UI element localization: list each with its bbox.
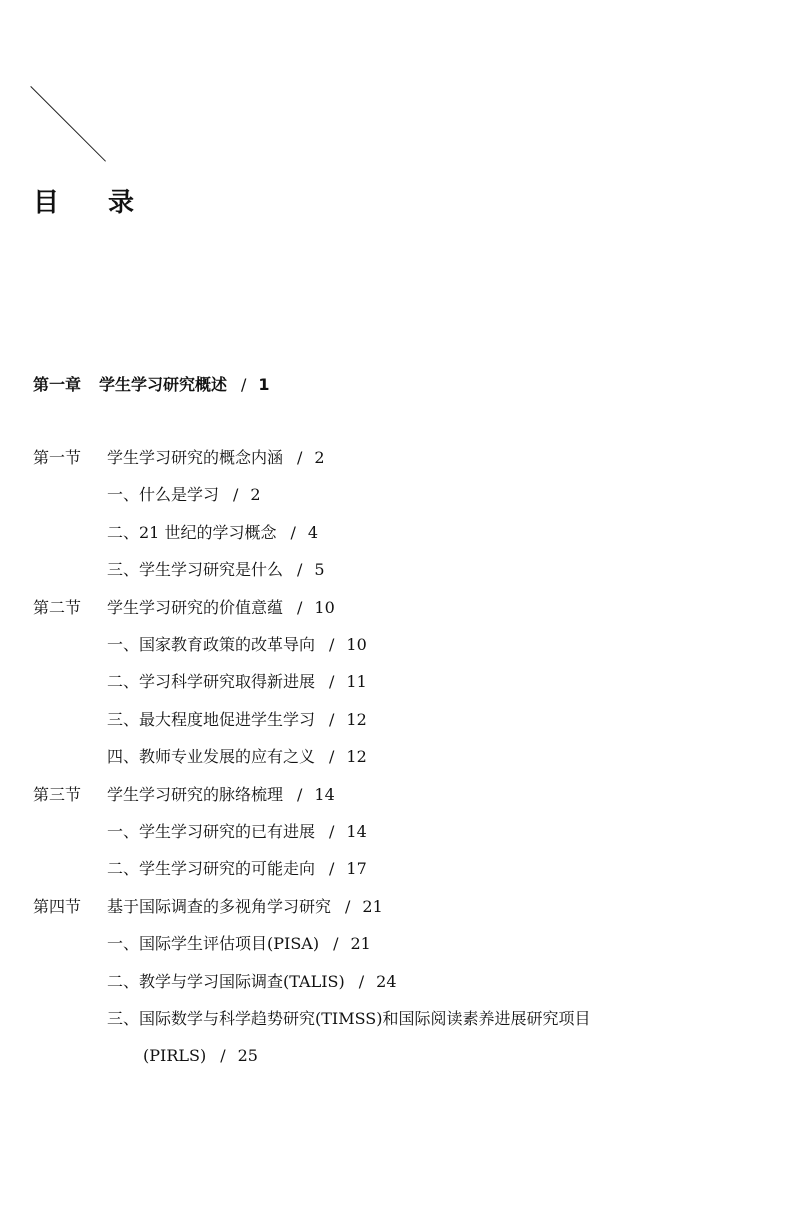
chapter-page: 1 — [258, 375, 270, 394]
section-title: 学生学习研究的脉络梳理 — [107, 784, 284, 804]
subsection-title: 三、学生学习研究是什么 — [107, 560, 284, 580]
subsection-entry[interactable] — [107, 710, 367, 730]
section-entry[interactable] — [33, 785, 335, 805]
chapter-label: 第一章 — [33, 375, 82, 394]
subsection-page: 12 — [346, 709, 367, 729]
section-title: 学生学习研究的概念内涵 — [107, 448, 284, 467]
subsection-page: 24 — [376, 971, 397, 991]
section-title: 基于国际调查的多视角学习研究 — [107, 896, 332, 916]
subsection-page: 4 — [307, 522, 319, 542]
subsection-page: 25 — [237, 1046, 258, 1066]
subsection-page: 12 — [346, 747, 367, 767]
subsection-entry[interactable] — [107, 560, 325, 580]
page-separator: / — [290, 522, 296, 542]
subsection-continuation — [143, 1046, 258, 1066]
page-separator: / — [333, 934, 339, 954]
subsection-page: 11 — [346, 672, 367, 692]
page-title: 目 录 — [33, 188, 155, 218]
subsection-title: 二、学习科学研究取得新进展 — [107, 672, 316, 692]
page-separator: / — [297, 560, 303, 580]
subsection-entry[interactable] — [107, 672, 367, 692]
subsection-entry[interactable] — [107, 485, 261, 505]
subsection-title-continued: (PIRLS) — [143, 1046, 207, 1066]
subsection-page: 5 — [314, 560, 325, 580]
section-page: 10 — [314, 597, 335, 617]
subsection-title: 三、最大程度地促进学生学习 — [107, 709, 316, 729]
subsection-title: 一、什么是学习 — [107, 485, 220, 505]
section-page: 2 — [314, 448, 325, 467]
subsection-page: 14 — [346, 822, 367, 841]
section-label: 第三节 — [33, 784, 82, 804]
page-separator: / — [345, 896, 351, 916]
page-separator: / — [329, 859, 335, 879]
subsection-entry[interactable] — [107, 972, 397, 992]
subsection-title: 四、教师专业发展的应有之义 — [107, 747, 316, 767]
subsection-entry[interactable] — [107, 635, 367, 655]
page-separator: / — [297, 448, 303, 467]
subsection-title: 二、21 世纪的学习概念 — [107, 522, 277, 542]
page-separator: / — [233, 485, 239, 505]
subsection-page: 2 — [250, 485, 261, 505]
subsection-entry[interactable] — [107, 859, 367, 879]
subsection-entry[interactable] — [107, 822, 367, 842]
section-entry[interactable] — [33, 897, 383, 917]
subsection-title: 一、国际学生评估项目(PISA) — [107, 934, 320, 954]
section-label: 第四节 — [33, 896, 82, 916]
page-separator: / — [358, 971, 365, 991]
page-separator: / — [329, 635, 335, 654]
section-entry[interactable] — [33, 448, 325, 468]
subsection-title: 二、教学与学习国际调查(TALIS) — [107, 971, 345, 991]
page-separator: / — [220, 1046, 226, 1066]
subsection-page: 17 — [346, 859, 367, 879]
section-label: 第二节 — [33, 597, 82, 617]
subsection-entry[interactable] — [107, 747, 367, 767]
subsection-page: 21 — [350, 934, 371, 954]
section-page: 21 — [362, 896, 383, 916]
section-title: 学生学习研究的价值意蕴 — [107, 597, 284, 617]
subsection-entry[interactable] — [107, 523, 318, 543]
subsection-entry[interactable] — [107, 1009, 591, 1029]
page-separator: / — [297, 597, 303, 617]
subsection-title: 一、国家教育政策的改革导向 — [107, 635, 316, 654]
section-label: 第一节 — [33, 448, 82, 467]
subsection-title: 二、学生学习研究的可能走向 — [107, 859, 316, 879]
section-page: 14 — [314, 784, 335, 804]
page-separator: / — [329, 709, 335, 729]
chapter-title: 学生学习研究概述 — [99, 375, 228, 394]
page-separator: / — [241, 375, 247, 394]
page-separator: / — [329, 672, 335, 692]
subsection-title: 一、学生学习研究的已有进展 — [107, 822, 316, 841]
subsection-page: 10 — [346, 635, 367, 654]
subsection-entry[interactable] — [107, 934, 371, 954]
page-separator: / — [297, 784, 303, 804]
subsection-title: 三、国际数学与科学趋势研究(TIMSS)和国际阅读素养进展研究项目 — [107, 1009, 591, 1028]
page-separator: / — [329, 822, 335, 841]
section-entry[interactable] — [33, 598, 335, 618]
page-separator: / — [329, 747, 335, 767]
